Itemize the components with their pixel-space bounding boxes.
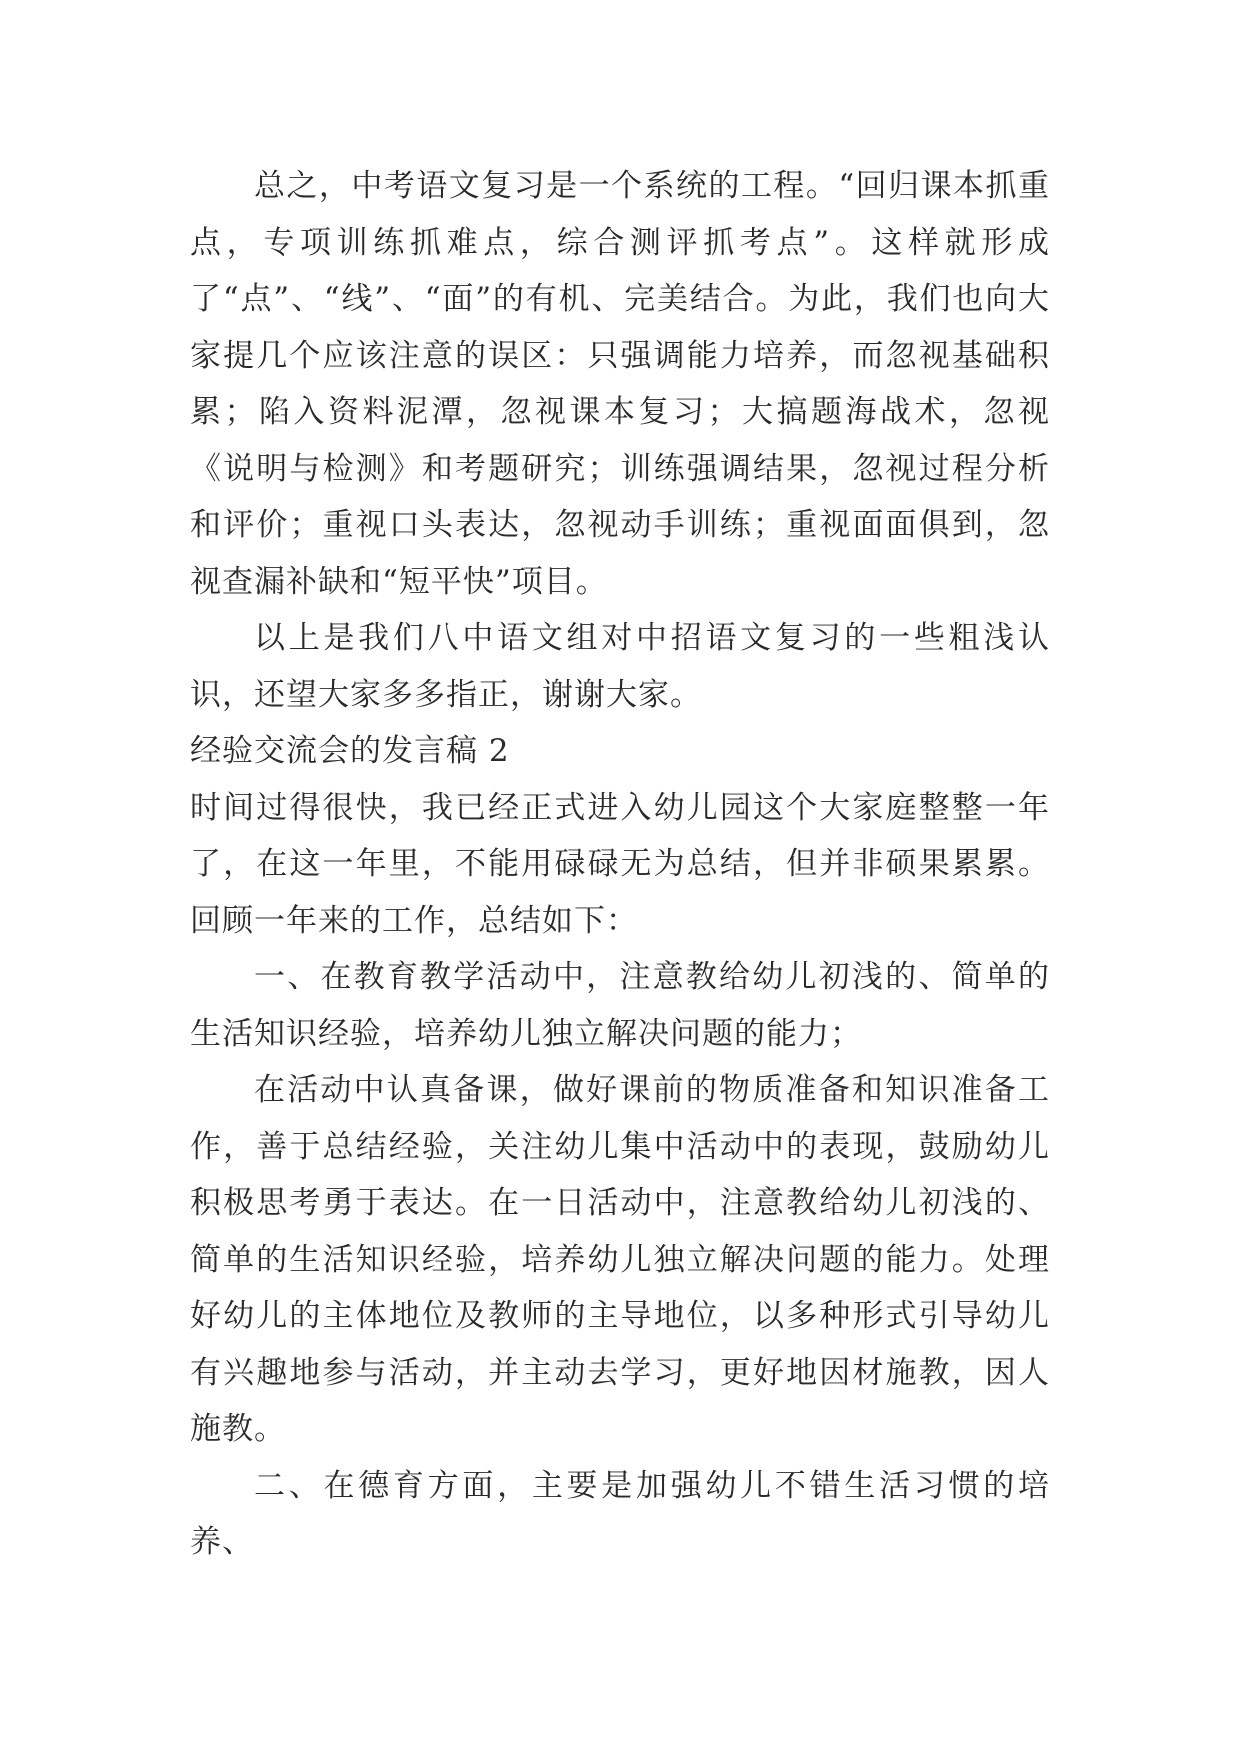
paragraph-section-two-title: 二、在德育方面，主要是加强幼儿不错生活习惯的培养、 (190, 1467, 1050, 1560)
section-heading: 经验交流会的发言稿 2 (190, 733, 510, 769)
paragraph-intro: 时间过得很快，我已经正式进入幼儿园这个大家庭整整一年了，在这一年里，不能用碌碌无为总结，但并非硕果累累。回顾一年来的工作，总结如下： (190, 789, 1050, 939)
paragraph-section-one-title: 一、在教育教学活动中，注意教给幼儿初浅的、简单的生活知识经验，培养幼儿独立解决问题的能力； (190, 959, 1050, 1052)
document-body (190, 158, 1050, 1571)
paragraph-conclusion: 总之，中考语文复习是一个系统的工程。“回归课本抓重点，专项训练抓难点，综合测评抓考点”。这样就形成了“点”、“线”、“面”的有机、完美结合。为此，我们也向大家提几个应该注意的误区：只强调能力培养，而忽视基础积累；陷入资料泥潭，忽视课本复习；大搞题海战术，忽视《说明与检测》和考题研究；训练强调结果，忽视过程分析和评价；重视口头表达，忽视动手训练；重视面面俱到，忽视查漏补缺和“短平快”项目。 (190, 168, 1050, 600)
paragraph-section-one-body: 在活动中认真备课，做好课前的物质准备和知识准备工作，善于总结经验，关注幼儿集中活动中的表现，鼓励幼儿积极思考勇于表达。在一日活动中，注意教给幼儿初浅的、简单的生活知识经验，培养幼儿独立解决问题的能力。处理好幼儿的主体地位及教师的主导地位，以多种形式引导幼儿有兴趣地参与活动，并主动去学习，更好地因材施教，因人施教。 (190, 1072, 1050, 1447)
paragraph-thanks: 以上是我们八中语文组对中招语文复习的一些粗浅认识，还望大家多多指正，谢谢大家。 (190, 620, 1050, 713)
